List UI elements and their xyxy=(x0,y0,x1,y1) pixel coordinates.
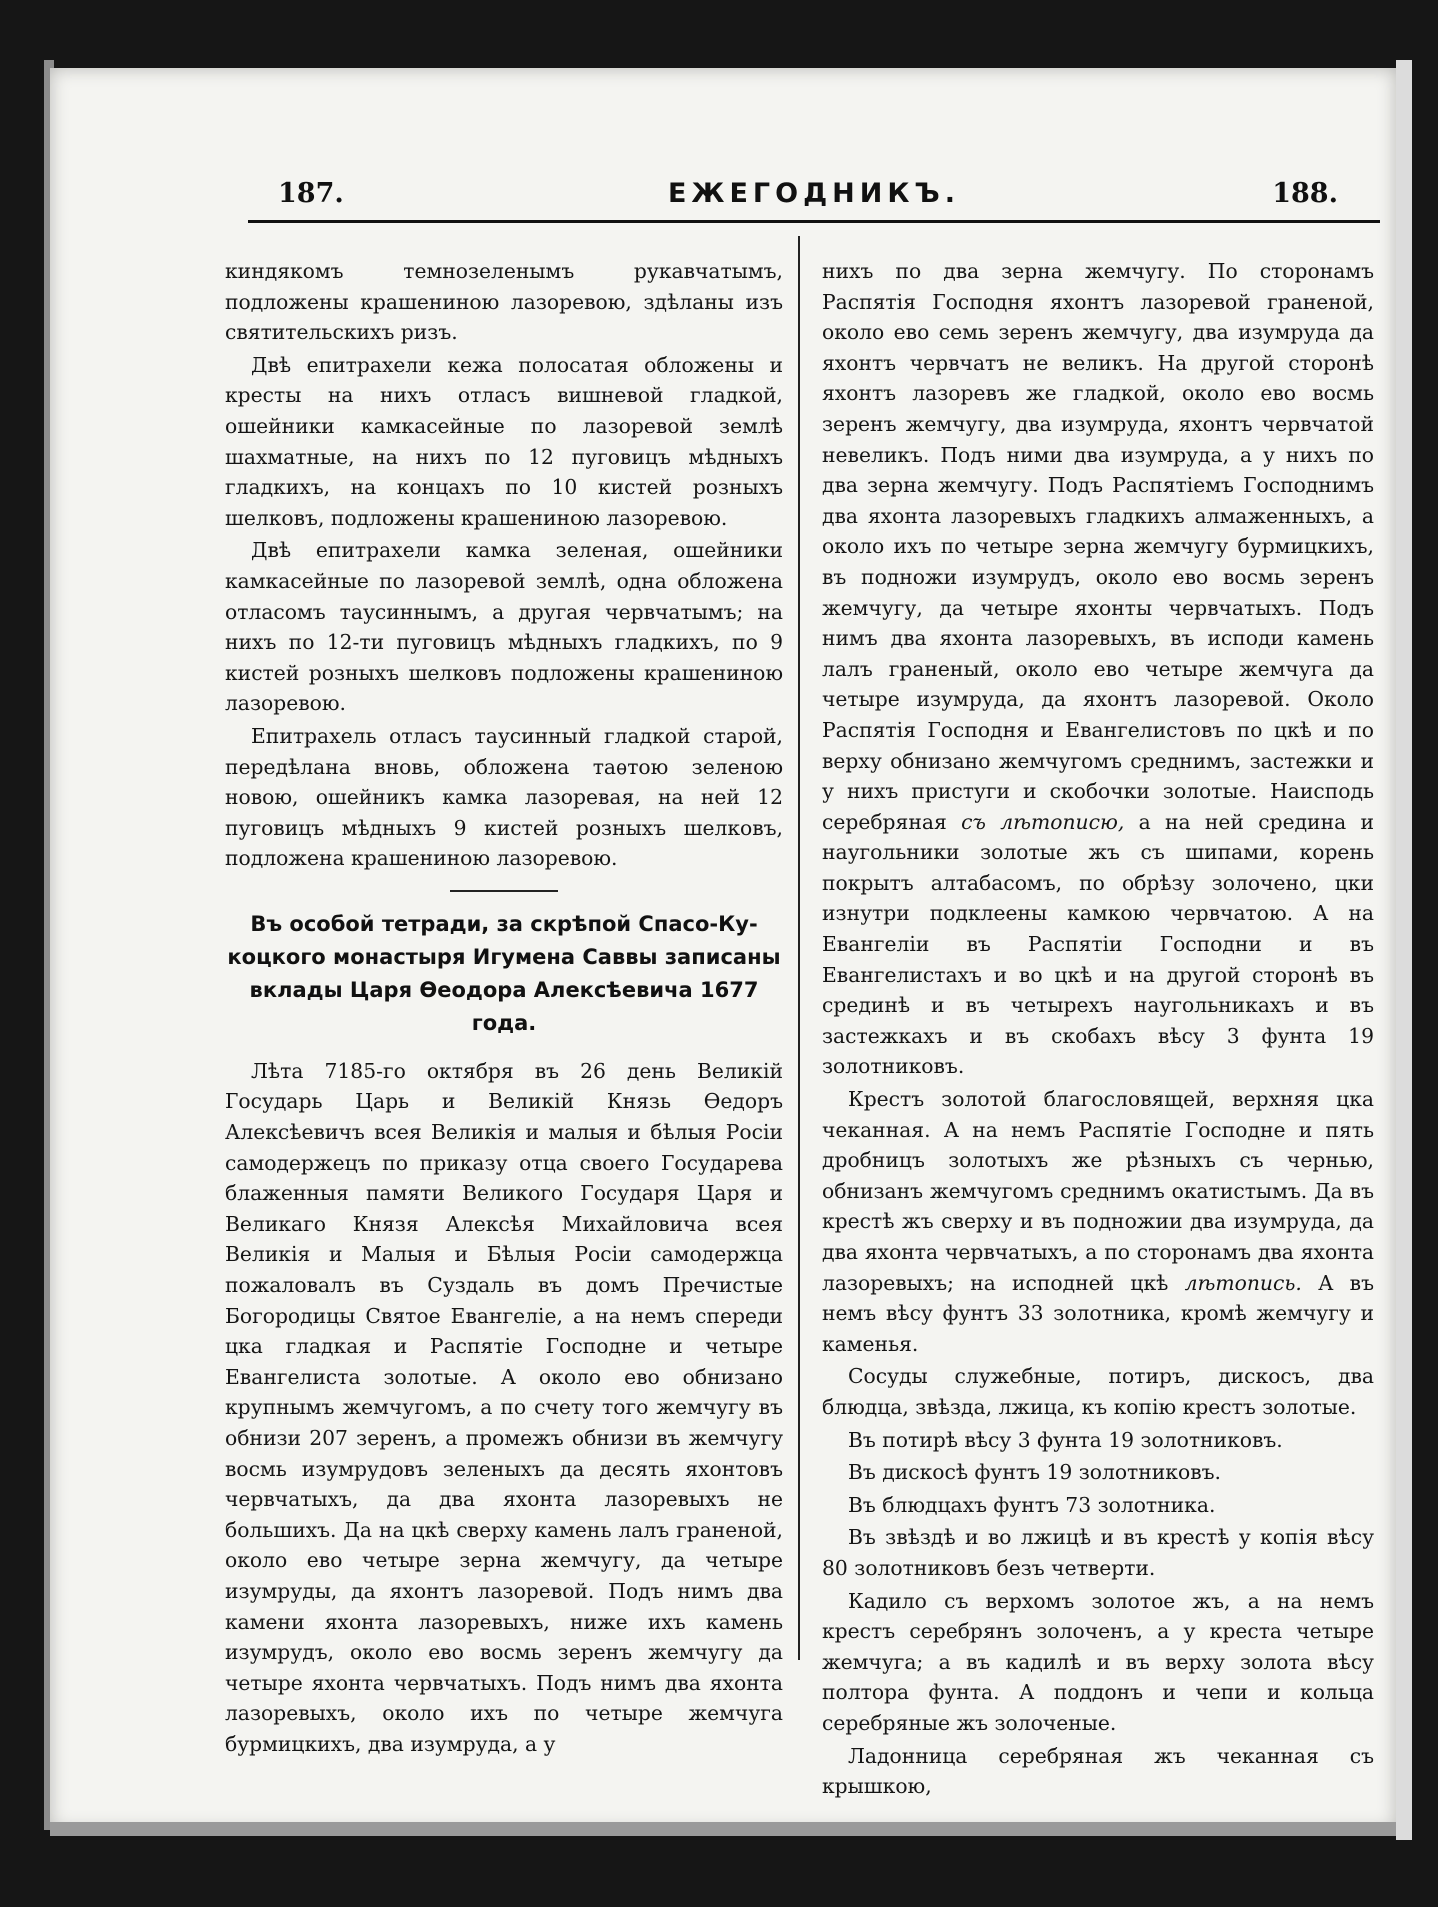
paragraph xyxy=(822,1084,1374,1359)
paragraph: Епитрахель отласъ таусинный гладкой старой, передѣлана вновь, обложена таѳтою зеленою новою, ошейникъ камка лазоревая, на ней 12 пуговицъ мѣдныхъ 9 кистей розныхъ шелковъ, подложена крашениною лазоревою. xyxy=(225,723,783,871)
paragraph: Въ потирѣ вѣсу 3 фунта 19 золотниковъ. xyxy=(848,1427,1283,1452)
running-header xyxy=(248,178,1380,218)
right-column xyxy=(822,256,1374,1802)
section-heading xyxy=(225,908,783,1040)
paragraph xyxy=(822,256,1374,1082)
paragraph: Двѣ епитрахели камка зеленая, ошейники камкасейные по лазоревой землѣ, одна обложена отласомъ таусиннымъ, а другая червчатымъ; на нихъ по 12-ти пуговицъ мѣдныхъ гладкихъ, по 9 кистей розныхъ шелковъ подложены крашениною лазоревою. xyxy=(225,538,783,716)
next-page-strip xyxy=(1396,60,1412,1840)
paragraph: Лѣта 7185-го октября въ 26 день Великій Государь Царь и Великій Князь Ѳедоръ Алексѣевичъ всея Великія и малыя и бѣлыя Росіи самодержецъ по приказу отца своего Государева блаженныя памяти Великого Государя Царя и Великаго Князя Алексѣя Михайловича всея Великія и Малыя и Бѣлыя Росіи самодержца пожаловалъ въ Суздаль въ домъ Пречистые Богородицы Святое Евангеліе, а на немъ спереди цка гладкая и Распятіе Господне и четыре Евангелиста золотые. А около ево обнизано крупнымъ жемчугомъ, а по счету того жемчугу въ обнизи 207 зеренъ, а промежъ обнизи въ жемчугу восмь изумрудовъ зеленыхъ да десять яхонтовъ червчатыхъ, да два яхонта лазоревыхъ не большихъ. Да на цкѣ сверху камень лалъ граненой, около ево четыре зерна жемчугу, да четыре изумруды, да яхонтъ лазоревой. Подъ нимъ два камени яхонта лазоревыхъ, ниже ихъ камень изумрудъ, около ево восмь зеренъ жемчугу да четыре яхонта червчатыхъ. Подъ нимъ два яхонта лазоревыхъ, около ихъ по четыре жемчуга бурмицкихъ, два изумруда, а у xyxy=(225,1058,783,1756)
paragraph: киндякомъ темнозеленымъ рукавчатымъ, подложены крашениною лазоревою, здѣланы изъ святительскихъ ризъ. xyxy=(225,259,783,345)
section-separator xyxy=(450,890,558,892)
paragraph: Сосуды служебные, потиръ, дискосъ, два блюдца, звѣзда, лжица, къ копію крестъ золотые. xyxy=(822,1364,1374,1419)
page-number-right: 188. xyxy=(1272,178,1338,209)
heading-line: вклады Царя Ѳеодора Алексѣевича 1677 года. xyxy=(249,977,759,1035)
page-number-left: 187. xyxy=(278,178,344,209)
page-bottom-edge xyxy=(50,1822,1396,1836)
italic-term: съ лѣтописю, xyxy=(961,809,1125,834)
italic-term: лѣтопись. xyxy=(1184,1270,1302,1295)
text-run: а на ней средина и наугольники золотые жъ съ шипами, корень покрытъ алтабасомъ, по обрѣзу золочено, цки изнутри подклеены камкою червчатою. А на Евангеліи въ Распятіи Господни и въ Евангелистахъ и во цкѣ и на другой сторонѣ въ срединѣ и въ четырехъ наугольникахъ и въ застежкахъ и въ скобахъ вѣсу 3 фунта 19 золотниковъ. xyxy=(822,809,1375,1079)
text-run: Крестъ золотой благословящей, верхняя цка чеканная. А на немъ Распятіе Господне и пять дробницъ золотыхъ же рѣзныхъ съ чернью, обнизанъ жемчугомъ среднимъ окатистымъ. Да въ крестѣ жъ сверху и въ подножии два изумруда, да два яхонта червчатыхъ, а по сторонамъ два яхонта лазоревыхъ; на исподней цкѣ xyxy=(822,1087,1374,1295)
paragraph: Въ дискосѣ фунтъ 19 золотниковъ. xyxy=(848,1460,1221,1485)
header-rule xyxy=(248,220,1380,223)
paragraph: Ладонница серебряная жъ чеканная съ крышкою, xyxy=(822,1743,1374,1799)
paragraph: Кадило съ верхомъ золотое жъ, а на немъ крестъ серебрянъ золоченъ, а у креста четыре жемчуга; а въ кадилѣ и въ верху золота вѣсу полтора фунта. А поддонъ и чепи и кольца серебряные жъ золоченые. xyxy=(822,1588,1374,1735)
paragraph: Двѣ епитрахели кежа полосатая обложены и кресты на нихъ отласъ вишневой гладкой, ошейники камкасейные по лазоревой землѣ шахматные, на нихъ по 12 пуговицъ мѣдныхъ гладкихъ, на концахъ по 10 кистей розныхъ шелковъ, подложены крашениною лазоревою. xyxy=(225,352,783,530)
text-run: нихъ по два зерна жемчугу. По сторонамъ Распятія Господня яхонтъ лазоревой граненой, около ево семь зеренъ жемчугу, два изумруда да яхонтъ червчатъ не великъ. На другой сторонѣ яхонтъ лазоревъ же гладкой, около ево восмь зеренъ жемчугу, два изумруда, яхонтъ червчатой невеликъ. Подъ ними два изумруда, а у нихъ по два зерна жемчугу. Подъ Распятіемъ Господнимъ два яхонта лазоревыхъ гладкихъ алмаженныхъ, а около ихъ по четыре зерна жемчугу бурмицкихъ, въ подножи изумрудъ, около ево восмь зеренъ жемчугу, да четыре яхонты червчатыхъ. Подъ нимъ два яхонта лазоревыхъ, въ исподи камень лалъ граненый, около ево четыре жемчуга да четыре изумруда, да яхонтъ лазоревой. Около Распятія Господня и Евангелистовъ по цкѣ и по верху обнизано жемчугомъ среднимъ, застежки и у нихъ пристуги и скобочки золотые. Наисподь серебряная xyxy=(822,259,1374,834)
paragraph: Въ звѣздѣ и во лжицѣ и въ крестѣ у копія вѣсу 80 золотниковъ безъ четверти. xyxy=(822,1525,1374,1580)
column-divider xyxy=(798,236,800,1660)
paragraph: Въ блюдцахъ фунтъ 73 золотника. xyxy=(848,1492,1216,1517)
heading-line: коцкого монастыря Игумена Саввы записаны xyxy=(227,944,781,969)
text-run: А въ немъ вѣсу фунтъ 33 золотника, кромѣ жемчугу и каменья. xyxy=(822,1270,1374,1356)
running-title: ЕЖЕГОДНИКЪ. xyxy=(667,178,961,209)
left-column xyxy=(225,256,783,1760)
heading-line: Въ особой тетради, за скрѣпой Спасо-Ку- xyxy=(250,911,758,936)
